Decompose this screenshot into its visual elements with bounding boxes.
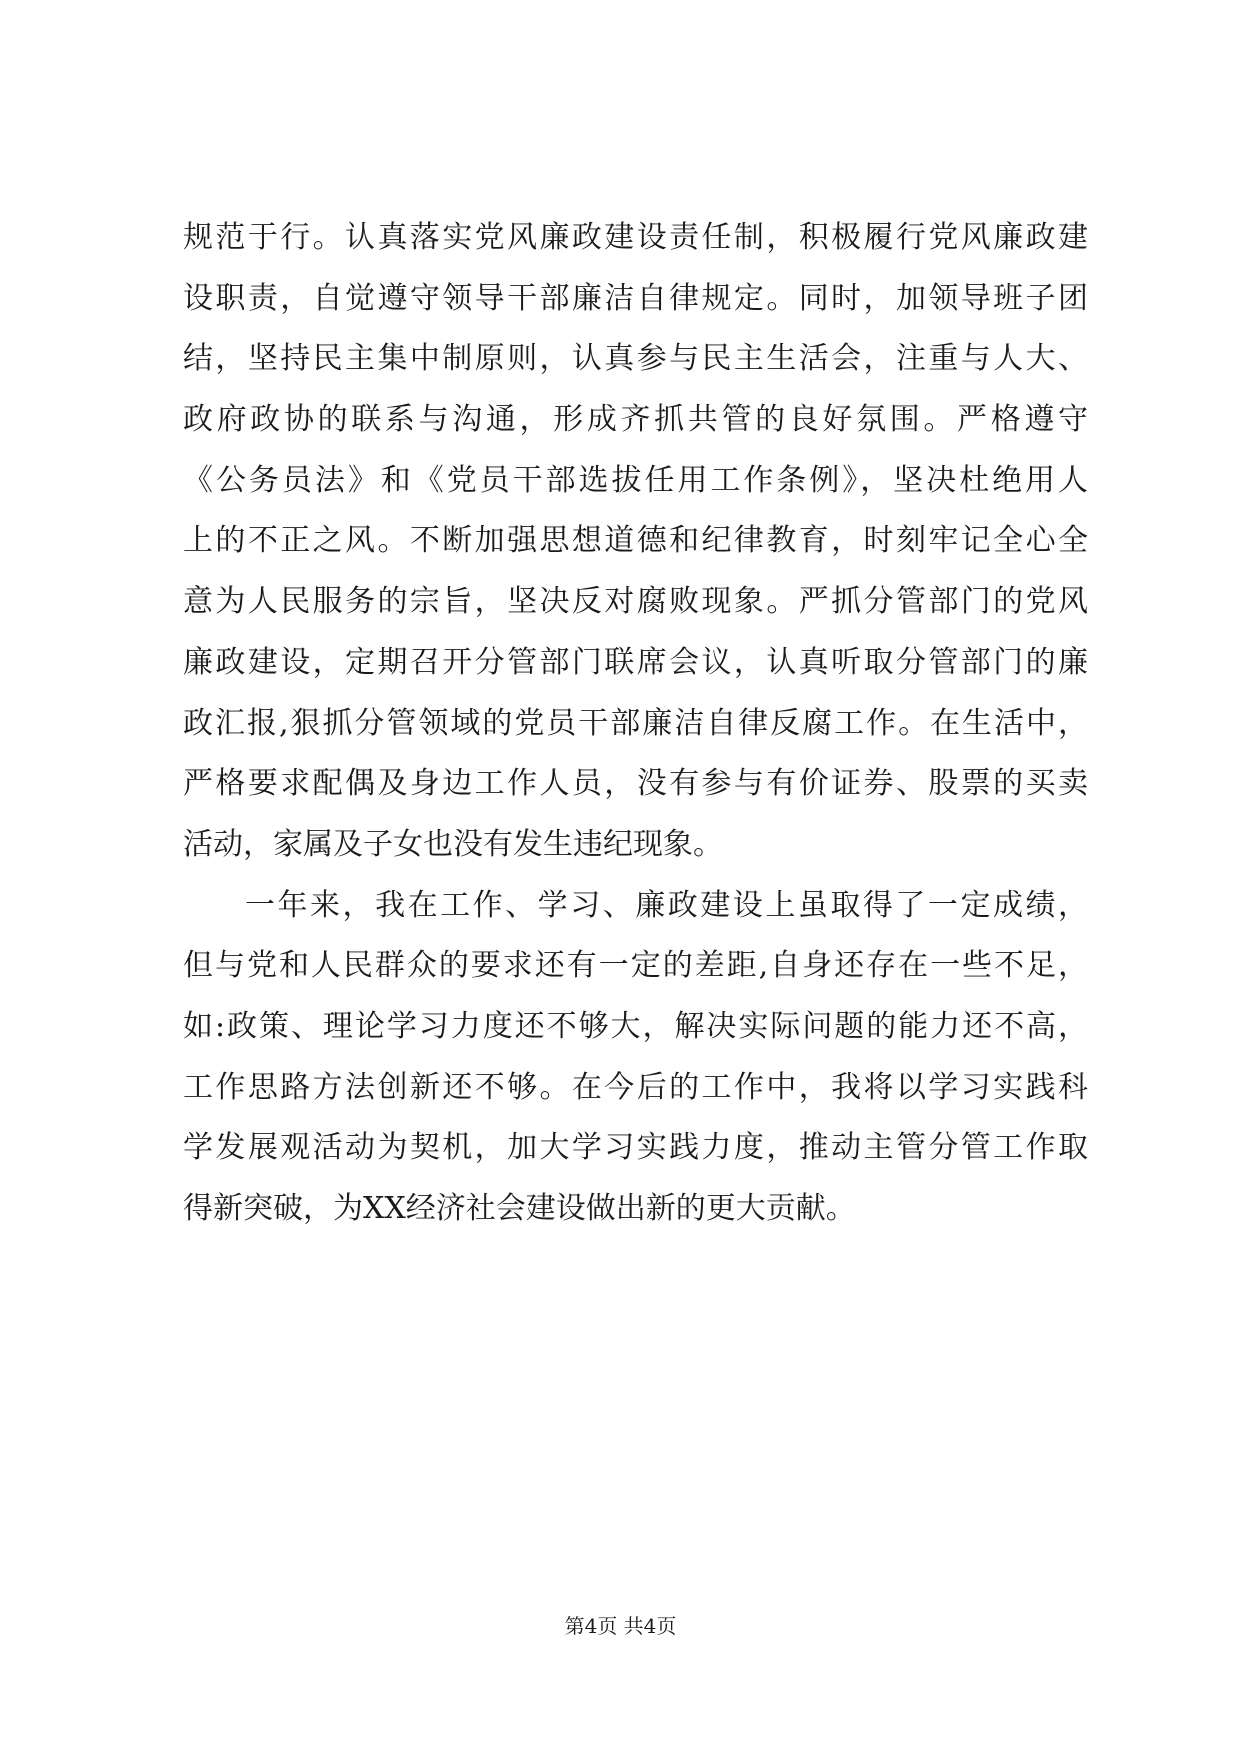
text-line: 严格要求配偶及身边工作人员，没有参与有价证券、股票的买卖 <box>183 766 1088 802</box>
page-footer <box>0 1611 1241 1641</box>
text-line: 《公务员法》和《党员干部选拔任用工作条例》，坚决杜绝用人 <box>183 462 1088 498</box>
text-line: 上的不正之风。不断加强思想道德和纪律教育，时刻牢记全心全 <box>183 523 1088 559</box>
text-line: 但与党和人民群众的要求还有一定的差距,自身还存在一些不足， <box>183 948 1088 984</box>
text-line: 活动，家属及子女也没有发生违纪现象。 <box>183 826 723 862</box>
paragraph-2 <box>183 876 1088 1240</box>
text-line: 一年来，我在工作、学习、廉政建设上虽取得了一定成绩， <box>245 887 1088 923</box>
text-line: 工作思路方法创新还不够。在今后的工作中，我将以学习实践科 <box>183 1069 1088 1105</box>
body-text <box>183 208 1088 1240</box>
text-line: 学发展观活动为契机，加大学习实践力度，推动主管分管工作取 <box>183 1130 1088 1166</box>
paragraph-1 <box>183 208 1088 876</box>
text-line: 结，坚持民主集中制原则，认真参与民主生活会，注重与人大、 <box>183 341 1088 377</box>
text-line: 政汇报,狠抓分管领域的党员干部廉洁自律反腐工作。在生活中， <box>183 705 1088 741</box>
text-line: 得新突破，为XX经济社会建设做出新的更大贡献。 <box>183 1191 856 1226</box>
text-line: 政府政协的联系与沟通，形成齐抓共管的良好氛围。严格遵守 <box>183 402 1088 438</box>
text-line: 设职责，自觉遵守领导干部廉洁自律规定。同时，加领导班子团 <box>183 280 1088 316</box>
text-line: 如:政策、理论学习力度还不够大，解决实际问题的能力还不高， <box>183 1008 1088 1044</box>
text-line: 规范于行。认真落实党风廉政建设责任制，积极履行党风廉政建 <box>183 220 1088 255</box>
text-line: 意为人民服务的宗旨，坚决反对腐败现象。严抓分管部门的党风 <box>183 584 1088 620</box>
text-line: 廉政建设，定期召开分管部门联席会议，认真听取分管部门的廉 <box>183 644 1088 680</box>
page-number-label: 第4页 共4页 <box>564 1614 677 1638</box>
